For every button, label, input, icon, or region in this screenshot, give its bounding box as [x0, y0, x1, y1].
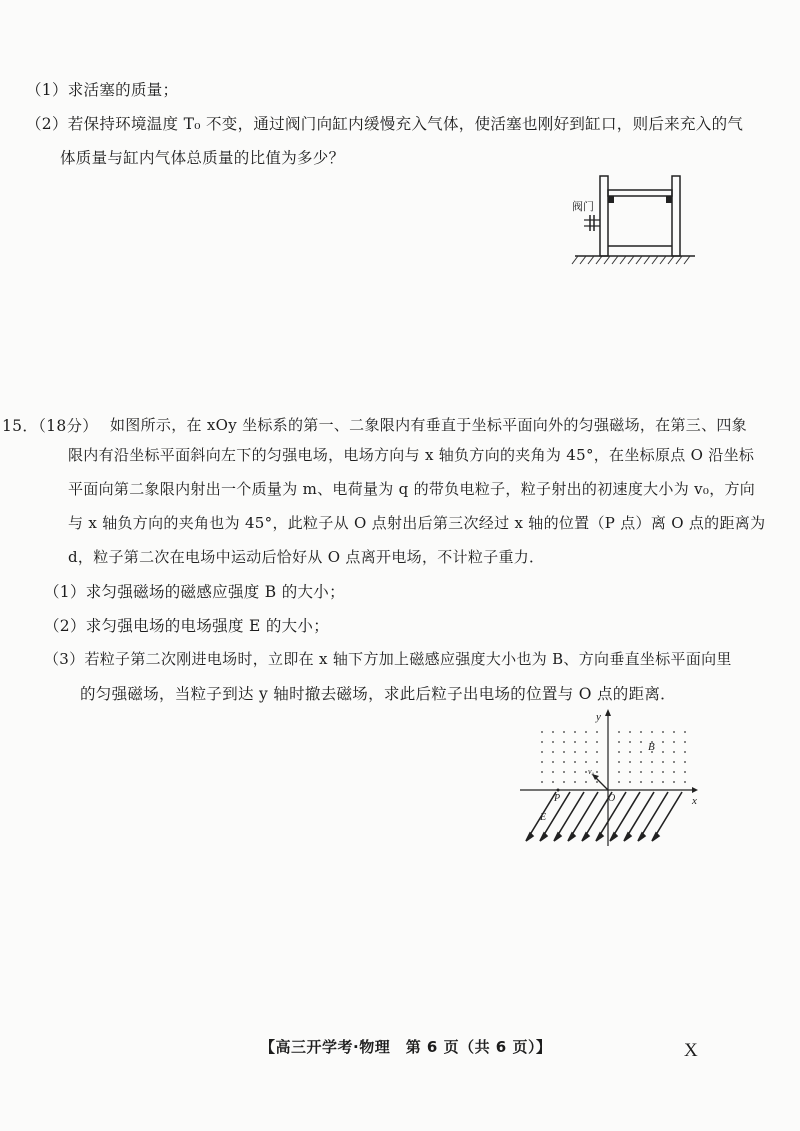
field-dot [629, 781, 631, 783]
field-dot [596, 761, 598, 763]
field-dot [673, 781, 675, 783]
field-dot [574, 741, 576, 743]
field-dot [563, 761, 565, 763]
q15-subquestion-3-line1: （3）若粒子第二次刚进电场时，立即在 x 轴下方加上磁感应强度大小也为 B、方向垂直坐标平面向里 [44, 650, 732, 668]
field-dot [596, 771, 598, 773]
field-dot [640, 781, 642, 783]
field-dot [596, 731, 598, 733]
field-dot [640, 761, 642, 763]
field-dot [574, 731, 576, 733]
field-dot [563, 781, 565, 783]
magnetic-field-dots [541, 731, 686, 783]
q15-subquestion-2: （2）求匀强电场的电场强度 E 的大小； [44, 617, 330, 635]
field-dot [618, 741, 620, 743]
field-dot [662, 731, 664, 733]
field-arrowhead [652, 833, 659, 841]
field-arrowhead [638, 833, 645, 841]
field-dot [684, 781, 686, 783]
q15-line2: 限内有沿坐标平面斜向左下的匀强电场，电场方向与 x 轴负方向的夹角为 45°，在坐标原点 O 沿坐标 [68, 446, 755, 464]
field-arrowhead [582, 833, 589, 841]
point-p [557, 789, 560, 792]
field-dot [618, 751, 620, 753]
field-dot [541, 731, 543, 733]
q15-subquestion-1: （1）求匀强磁场的磁感应强度 B 的大小； [44, 583, 345, 601]
field-dot [585, 771, 587, 773]
field-dot [541, 741, 543, 743]
field-dot [673, 731, 675, 733]
field-dot [662, 761, 664, 763]
part2-text-line1: （2）若保持环境温度 T₀ 不变，通过阀门向缸内缓慢充入气体，使活塞也刚好到缸口，则后来充入的气 [26, 115, 744, 133]
point-p-label: P [554, 793, 561, 804]
field-dot [552, 781, 554, 783]
field-dot [662, 741, 664, 743]
field-line [626, 792, 654, 838]
q15-line1: 如图所示，在 xOy 坐标系的第一、二象限内有垂直于坐标平面向外的匀强磁场，在第三、四象 [110, 416, 747, 434]
v0-label: v₀ [588, 767, 595, 776]
field-dot [629, 731, 631, 733]
field-dot [552, 741, 554, 743]
field-line [654, 792, 682, 838]
field-dot [618, 761, 620, 763]
field-dot [552, 761, 554, 763]
field-dot [552, 771, 554, 773]
field-dot [574, 771, 576, 773]
field-dot [684, 751, 686, 753]
field-dot [684, 741, 686, 743]
corner-mark: X [684, 1040, 698, 1061]
field-dot [563, 771, 565, 773]
field-dot [596, 781, 598, 783]
q15-line3: 平面向第二象限内射出一个质量为 m、电荷量为 q 的带负电粒子，粒子射出的初速度大小为 v₀，方向 [68, 480, 756, 498]
page-footer: 【高三开学考·物理 第 6 页（共 6 页）】 [260, 1038, 552, 1056]
field-dot [563, 741, 565, 743]
q15-number-score: 15．（18分） [2, 417, 99, 435]
field-dot [640, 771, 642, 773]
field-line [640, 792, 668, 838]
part1-text: （1）求活塞的质量； [26, 81, 179, 99]
field-dot [651, 731, 653, 733]
field-dot [574, 761, 576, 763]
field-dot [684, 761, 686, 763]
field-arrowhead [624, 833, 631, 841]
field-dot [552, 731, 554, 733]
origin-label: O [608, 793, 616, 804]
field-arrowhead [526, 833, 533, 841]
electric-field-lines [526, 792, 682, 841]
field-dot [541, 771, 543, 773]
b-field-label: B [648, 741, 655, 753]
field-dot [684, 731, 686, 733]
field-dot [596, 751, 598, 753]
field-dot [585, 741, 587, 743]
valve-label: 阀门 [572, 201, 594, 213]
field-dot [662, 771, 664, 773]
field-line [556, 792, 584, 838]
field-arrowhead [596, 833, 603, 841]
field-diagram [520, 708, 700, 848]
field-dot [684, 771, 686, 773]
field-dot [629, 771, 631, 773]
field-dot [673, 751, 675, 753]
field-dot [563, 751, 565, 753]
field-dot [651, 781, 653, 783]
field-dot [673, 741, 675, 743]
cylinder-figure [570, 168, 700, 268]
field-dot [629, 741, 631, 743]
field-dot [640, 741, 642, 743]
field-dot [574, 751, 576, 753]
field-arrowhead [554, 833, 561, 841]
field-dot [585, 761, 587, 763]
field-dot [640, 731, 642, 733]
q15-line4: 与 x 轴负方向的夹角也为 45°，此粒子从 O 点射出后第三次经过 x 轴的位置（P 点）离 O 点的距离为 [68, 514, 766, 532]
field-dot [596, 741, 598, 743]
field-dot [541, 751, 543, 753]
field-dot [563, 731, 565, 733]
field-line [612, 792, 640, 838]
field-dot [651, 761, 653, 763]
field-dot [662, 781, 664, 783]
field-dot [629, 751, 631, 753]
field-dot [585, 751, 587, 753]
part2-text-line2: 体质量与缸内气体总质量的比值为多少？ [60, 149, 345, 167]
field-dot [541, 781, 543, 783]
q15-subquestion-3-line2: 的匀强磁场，当粒子到达 y 轴时撤去磁场，求此后粒子出电场的位置与 O 点的距离． [80, 685, 676, 703]
field-dot [618, 731, 620, 733]
field-dot [585, 731, 587, 733]
field-dot [673, 771, 675, 773]
field-dot [585, 781, 587, 783]
field-dot [618, 781, 620, 783]
field-dot [552, 751, 554, 753]
field-dot [662, 751, 664, 753]
field-dot [574, 781, 576, 783]
field-dot [673, 761, 675, 763]
q15-line5: d，粒子第二次在电场中运动后恰好从 O 点离开电场，不计粒子重力． [68, 548, 545, 566]
x-axis-label: x [692, 795, 697, 807]
field-dot [629, 761, 631, 763]
field-arrowhead [568, 833, 575, 841]
field-dot [541, 761, 543, 763]
field-dot [651, 771, 653, 773]
field-dot [618, 771, 620, 773]
y-axis-label: y [596, 711, 601, 723]
e-field-label: E [540, 812, 547, 823]
field-arrowhead [610, 833, 617, 841]
field-line [570, 792, 598, 838]
field-dot [640, 751, 642, 753]
field-arrowhead [540, 833, 547, 841]
